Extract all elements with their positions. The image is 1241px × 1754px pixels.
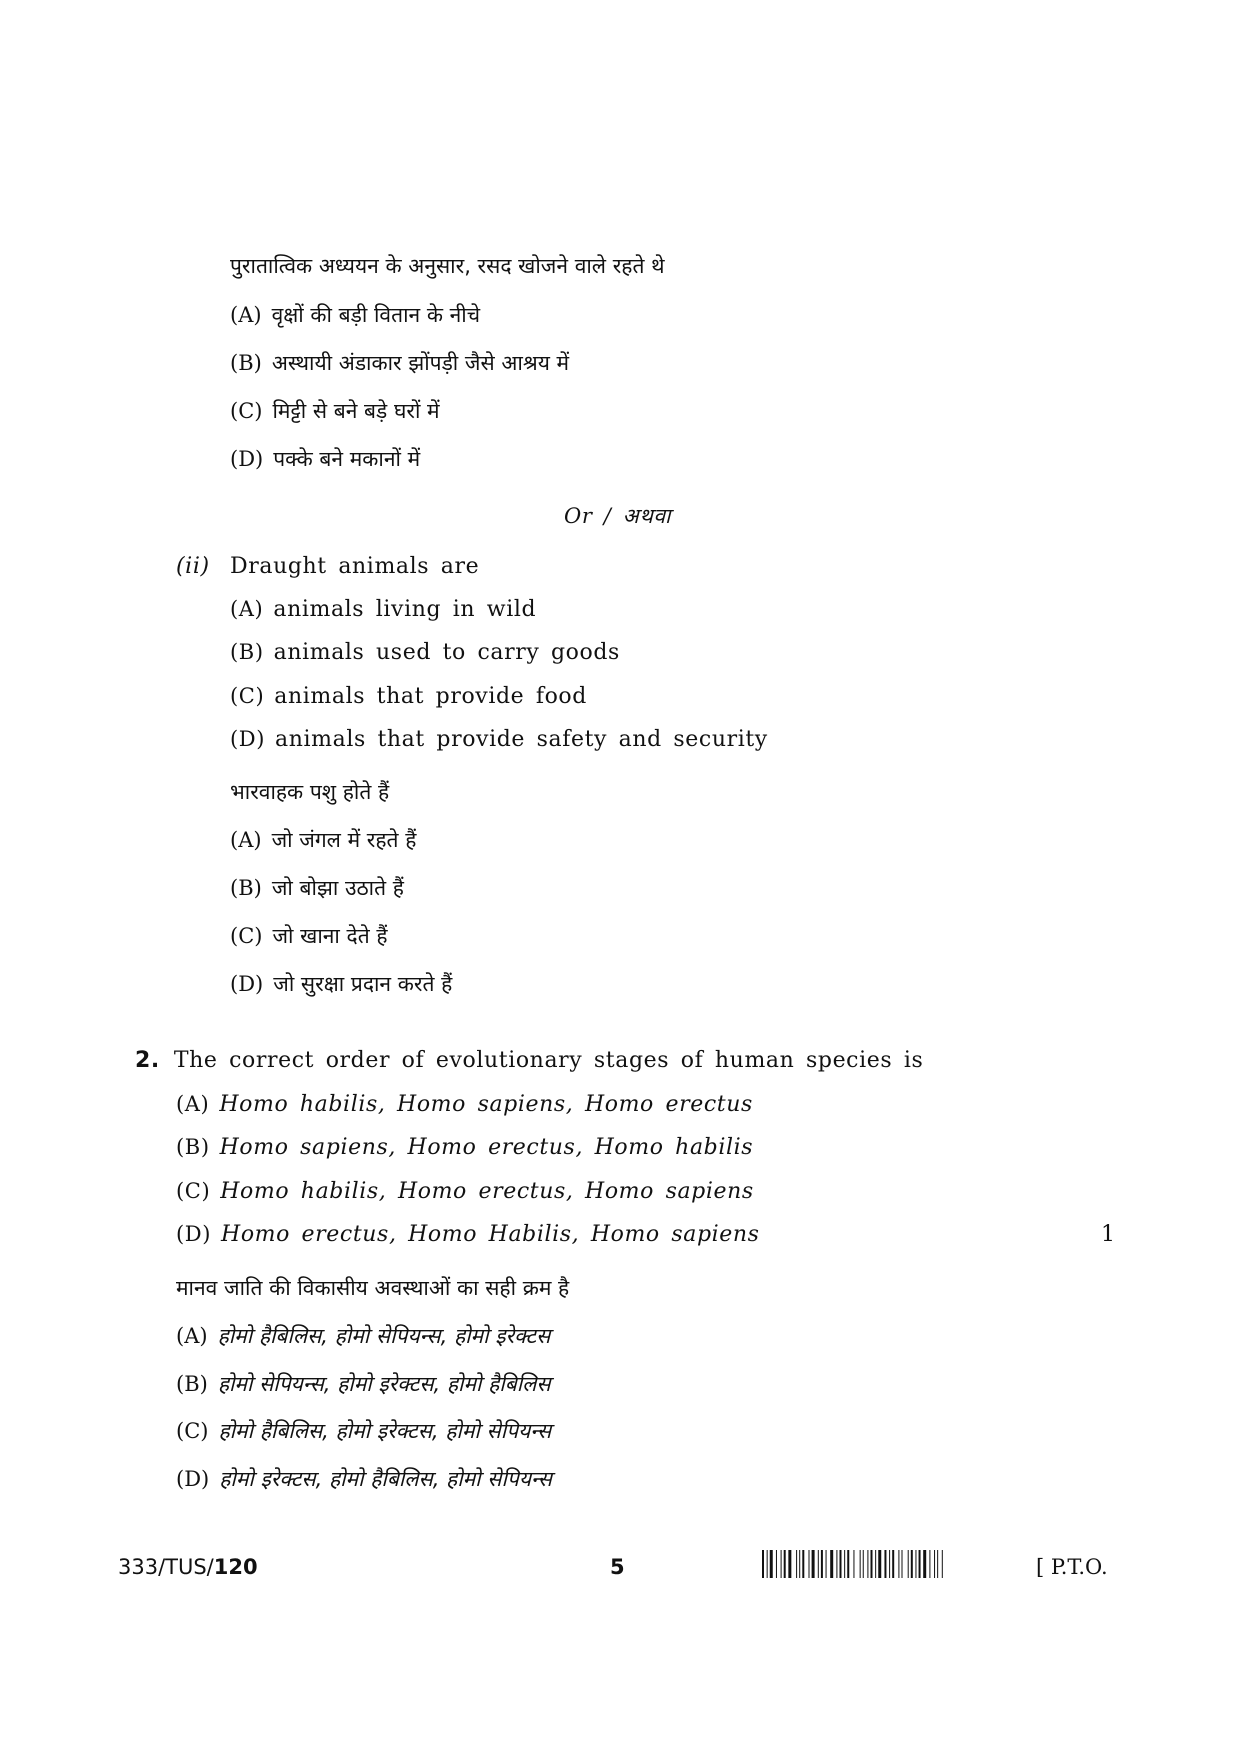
barcode-bar [767,1550,768,1578]
q1-ii-option-a: (A) animals living in wild [230,597,537,622]
q2-hindi-option-a: (A) होमो हैबिलिस, होमो सेपियन्स, होमो इरेक्टस [176,1324,551,1348]
q2-option-b: (B) Homo sapiens, Homo erectus, Homo habilis [176,1135,754,1160]
barcode-bar [784,1550,786,1578]
barcode-bar [770,1550,773,1578]
barcode-bar [826,1550,827,1578]
barcode-bar [875,1550,876,1578]
q1-ii-hindi-option-b: (B) जो बोझा उठाते हैं [230,876,404,900]
barcode-bar [902,1550,903,1578]
q2-stem-line [135,1050,923,1072]
barcode-bar [840,1550,842,1578]
or-separator: Or / अथवा [564,504,672,528]
barcode-bar [830,1550,833,1578]
q1-ii-hindi-option-c: (C) जो खाना देते हैं [230,924,388,948]
barcode-bar [889,1550,890,1578]
barcode-bar [919,1550,921,1578]
barcode-bar [908,1550,909,1578]
barcode-bar [934,1550,935,1578]
barcode-bar [818,1550,819,1578]
q2-option-d: (D) Homo erectus, Homo Habilis, Homo sapiens [176,1222,760,1247]
q1-ii-hindi-stem: भारवाहक पशु होते हैं [230,780,390,804]
q2-hindi-option-c: (C) होमो हैबिलिस, होमो इरेक्टस, होमो सेपियन्स [176,1419,552,1443]
q1-ii-option-d: (D) animals that provide safety and security [230,727,768,752]
q1-ii-hindi-option-d: (D) जो सुरक्षा प्रदान करते हैं [230,972,453,996]
q1-hindi-option-b: (B) अस्थायी अंडाकार झोंपड़ी जैसे आश्रय में [230,351,570,375]
barcode-bar [867,1550,868,1578]
q1-hindi-option-d: (D) पक्के बने मकानों में [230,447,421,471]
page-number: 5 [610,1555,625,1579]
q2-option-c: (C) Homo habilis, Homo erectus, Homo sapiens [176,1179,754,1204]
barcode-bar [911,1550,913,1578]
barcode-bar [863,1550,864,1578]
barcode-bar [892,1550,894,1578]
q1-ii-option-b: (B) animals used to carry goods [230,640,620,665]
q2-marks: 1 [1101,1222,1116,1247]
barcode-bar [776,1550,777,1578]
q2-hindi-stem: मानव जाति की विकासीय अवस्थाओं का सही क्रम है [176,1276,570,1300]
barcode-bar [802,1550,804,1578]
q1-ii-option-c: (C) animals that provide food [230,684,587,709]
q1-ii-number: (ii) [176,554,210,579]
q1-ii-hindi-option-a: (A) जो जंगल में रहते हैं [230,828,417,852]
barcode-bar [929,1550,930,1578]
barcode-bar [923,1550,926,1578]
q2-option-a: (A) Homo habilis, Homo sapiens, Homo erectus [176,1092,753,1117]
barcode-bar [812,1550,815,1578]
barcode-bar [942,1550,943,1578]
barcode-bar [836,1550,837,1578]
barcode-bar [762,1550,764,1578]
barcode-bar [915,1550,916,1578]
q1-hindi-option-c: (C) मिट्टी से बने बड़े घरों में [230,399,440,423]
pto-label: [ P.T.O. [1036,1555,1108,1579]
barcode-bar [799,1550,800,1578]
barcode-bar [860,1550,861,1578]
q1-ii-stem: Draught animals are [230,554,480,579]
barcode-bar [853,1550,854,1578]
barcode-bar [821,1550,823,1578]
paper-code: 333/TUS/120 [118,1555,258,1579]
barcode-bar [878,1550,881,1578]
barcode-bar [788,1550,791,1578]
barcode-bar [781,1550,782,1578]
q2-stem: The correct order of evolutionary stages of human species is [173,1048,924,1073]
barcode-bar [847,1550,849,1578]
barcode-bar [898,1550,899,1578]
barcode-bar [871,1550,873,1578]
barcode-bar [884,1550,886,1578]
q1-hindi-option-a: (A) वृक्षों की बड़ी वितान के नीचे [230,303,481,327]
barcode-bar [844,1550,845,1578]
barcode-bar [796,1550,797,1578]
q2-hindi-option-d: (D) होमो इरेक्टस, होमो हैबिलिस, होमो सेपियन्स [176,1467,553,1491]
q1-hindi-stem: पुरातात्विक अध्ययन के अनुसार, रसद खोजने वाले रहते थे [230,254,665,278]
barcode-bar [937,1550,938,1578]
barcode-bar [809,1550,810,1578]
barcode-image [762,1550,1020,1578]
q2-hindi-option-b: (B) होमो सेपियन्स, होमो इरेक्टस, होमो हैबिलिस [176,1372,551,1396]
q2-number: 2. [135,1048,160,1073]
